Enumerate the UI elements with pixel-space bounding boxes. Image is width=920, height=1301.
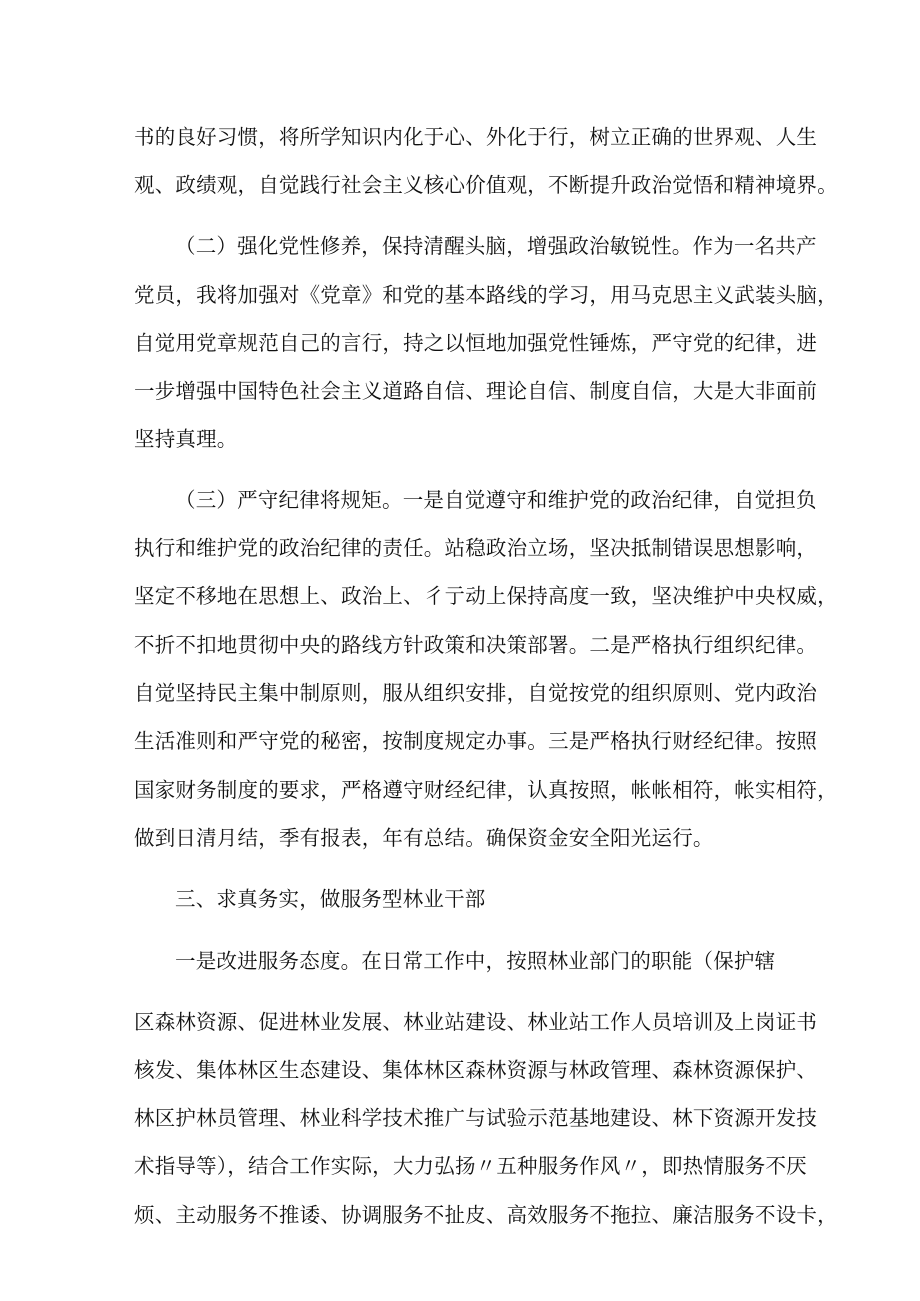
text-line: 烦、主动服务不推诿、协调服务不扯皮、高效服务不拖拉、廉洁服务不设卡， [134, 1203, 838, 1227]
text-line: 生活准则和严守党的秘密，按制度规定办事。三是严格执行财经纪律。按照 [134, 729, 818, 753]
text-line: 坚定不移地在思想上、政治上、彳亍动上保持高度一致，坚决维护中央权威， [134, 584, 838, 608]
text-line: 做到日清月结，季有报表，年有总结。确保资金安全阳光运行。 [134, 826, 714, 850]
text-line: 自觉坚持民主集中制原则，服从组织安排，自觉按党的组织原则、党内政治 [134, 681, 818, 705]
paragraph-heading-3: （三）严守纪律将规矩。一是自觉遵守和维护党的政治纪律，自觉担负 [175, 488, 817, 512]
text-line: 区森林资源、促进林业发展、林业站建设、林业站工作人员培训及上岗证书 [134, 1010, 818, 1034]
text-line: 术指导等），结合工作实际，大力弘扬〃五种服务作风〃，即热情服务不厌 [134, 1154, 807, 1178]
text-line: 自觉用党章规范自己的言行，持之以恒地加强党性锤炼，严守党的纪律，进 [134, 331, 818, 355]
paragraph-heading-2: （二）强化党性修养，保持清醒头脑，增强政治敏锐性。作为一名共产 [175, 234, 817, 258]
text-line: 核发、集体林区生态建设、集体林区森林资源与林政管理、森林资源保护、 [134, 1058, 818, 1082]
section-heading: 三、求真务实，做服务型林业干部 [175, 887, 486, 911]
text-line: 党员，我将加强对《党章》和党的基本路线的学习，用马克思主义武装头脑， [134, 283, 838, 307]
text-line: 不折不扣地贯彻中央的路线方针政策和决策部署。二是严格执行组织纪律。 [134, 633, 818, 657]
paragraph-start: 一是改进服务态度。在日常工作中，按照林业部门的职能（保护辖 [175, 949, 776, 973]
text-line: 坚持真理。 [134, 427, 238, 451]
text-line: 观、政绩观，自觉践行社会主义核心价值观，不断提升政治觉悟和精神境界。 [134, 173, 838, 197]
text-line: 一步增强中国特色社会主义道路自信、理论自信、制度自信，大是大非面前 [134, 379, 818, 403]
text-line: 林区护林员管理、林业科学技术推广与试验示范基地建设、林下资源开发技 [134, 1106, 818, 1130]
text-line: 书的良好习惯，将所学知识内化于心、外化于行，树立正确的世界观、人生 [134, 125, 818, 149]
text-line: 执行和维护党的政治纪律的责任。站稳政治立场，坚决抵制错误思想影响， [134, 536, 818, 560]
text-line: 国家财务制度的要求，严格遵守财经纪律，认真按照，帐帐相符，帐实相符， [134, 778, 838, 802]
